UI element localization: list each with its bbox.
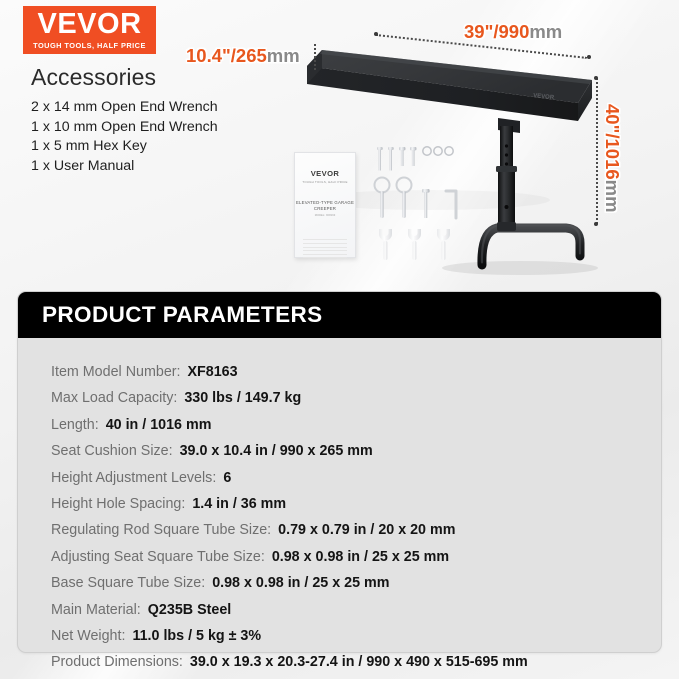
washer-icon bbox=[434, 147, 442, 155]
parameter-label: Base Square Tube Size: bbox=[51, 575, 206, 592]
parameter-value: 39.0 x 19.3 x 20.3-27.4 in / 990 x 490 x 515-695 mm bbox=[189, 654, 528, 671]
parameter-value: 11.0 lbs / 5 kg ± 3% bbox=[132, 628, 262, 645]
seat-logo: VEVOR bbox=[532, 93, 555, 102]
bolt-icon bbox=[399, 147, 405, 166]
parameter-label: Seat Cushion Size: bbox=[51, 443, 173, 460]
parameter-row bbox=[51, 649, 661, 675]
accessories-list bbox=[31, 98, 291, 176]
parameter-value: Q235B Steel bbox=[147, 601, 232, 618]
hero-section bbox=[0, 0, 679, 288]
dimension-width-value: 10.4"/265 bbox=[186, 45, 267, 66]
hardware-parts-illustration bbox=[374, 143, 474, 261]
parameter-row bbox=[51, 359, 661, 385]
accessories-block bbox=[31, 64, 291, 176]
accessory-item: 2 x 14 mm Open End Wrench bbox=[31, 99, 218, 115]
parameter-value: 0.79 x 0.79 in / 20 x 20 mm bbox=[278, 522, 456, 539]
accessory-item: 1 x 10 mm Open End Wrench bbox=[31, 118, 218, 135]
parameter-label: Length: bbox=[51, 416, 99, 433]
parameter-row bbox=[51, 465, 661, 491]
manual-title: ELEVATED-TYPE GARAGE CREEPER bbox=[295, 199, 355, 211]
parameter-value: 0.98 x 0.98 in / 25 x 25 mm bbox=[212, 575, 390, 592]
ring-pin-icon bbox=[375, 178, 390, 219]
parameter-row bbox=[51, 623, 661, 649]
dimension-tick bbox=[587, 55, 591, 59]
bolt-icon bbox=[388, 147, 394, 171]
parameter-row bbox=[51, 385, 661, 411]
accessory-item: 1 x User Manual bbox=[31, 157, 135, 174]
parameter-value: 40 in / 1016 mm bbox=[105, 416, 212, 433]
open-end-wrench-icon bbox=[437, 229, 450, 260]
parameter-value: 0.98 x 0.98 in / 25 x 25 mm bbox=[271, 548, 450, 565]
parameter-value: 1.4 in / 36 mm bbox=[192, 496, 287, 513]
parameter-value: 6 bbox=[223, 469, 232, 486]
parameter-row bbox=[51, 517, 661, 543]
parameter-value: 39.0 x 10.4 in / 990 x 265 mm bbox=[179, 443, 373, 460]
manual-tagline: TOUGH TOOLS, HALF PRICE bbox=[302, 179, 348, 184]
logo-wordmark: VEVOR bbox=[37, 8, 142, 41]
parameter-label: Item Model Number: bbox=[51, 364, 181, 380]
parameter-label: Height Adjustment Levels: bbox=[51, 469, 217, 486]
product-parameters-panel bbox=[17, 291, 662, 671]
parameter-row bbox=[51, 491, 661, 517]
bolt-icon bbox=[422, 189, 430, 218]
ring-pin-icon bbox=[397, 178, 412, 219]
dimension-height-unit: mm bbox=[602, 179, 623, 213]
dimension-label-height bbox=[601, 104, 623, 213]
parameter-row bbox=[51, 412, 661, 438]
open-end-wrench-icon bbox=[408, 229, 421, 260]
dimension-label-width bbox=[186, 45, 300, 67]
parameter-label: Height Hole Spacing: bbox=[51, 496, 186, 513]
vevor-logo bbox=[23, 6, 156, 54]
bolt-icon bbox=[377, 147, 383, 171]
parameter-value: XF8163 bbox=[187, 364, 238, 380]
dimension-tick bbox=[594, 222, 598, 226]
parameter-label: Main Material: bbox=[51, 601, 141, 618]
dimension-tick bbox=[374, 32, 378, 36]
hex-key-icon bbox=[446, 191, 456, 218]
parameter-label: Product Dimensions: bbox=[51, 654, 183, 671]
parameter-label: Max Load Capacity: bbox=[51, 390, 178, 407]
parameter-label: Adjusting Seat Square Tube Size: bbox=[51, 548, 265, 565]
parameter-value: 330 lbs / 149.7 kg bbox=[184, 390, 302, 407]
dimension-leader-height bbox=[596, 78, 598, 224]
dimension-length-value: 39"/990 bbox=[464, 21, 530, 42]
parameter-row bbox=[51, 570, 661, 596]
manual-brand: VEVOR bbox=[310, 169, 340, 178]
parameter-row bbox=[51, 544, 661, 570]
parameters-list bbox=[18, 338, 661, 676]
open-end-wrench-icon bbox=[379, 229, 392, 260]
manual-text-lines bbox=[303, 239, 347, 261]
accessories-heading: Accessories bbox=[31, 64, 157, 90]
user-manual-booklet bbox=[294, 152, 356, 258]
washer-icon bbox=[423, 147, 431, 155]
parameters-header bbox=[18, 292, 661, 338]
parameters-title: PRODUCT PARAMETERS bbox=[42, 302, 323, 327]
accessory-item: 1 x 5 mm Hex Key bbox=[31, 138, 147, 154]
dimension-label-length bbox=[464, 21, 562, 43]
parameter-row bbox=[51, 597, 661, 623]
logo-tagline: TOUGH TOOLS, HALF PRICE bbox=[33, 41, 146, 51]
parameter-label: Net Weight: bbox=[51, 628, 126, 645]
dimension-width-unit: mm bbox=[266, 45, 300, 66]
washer-icon bbox=[445, 147, 453, 155]
dimension-length-unit: mm bbox=[529, 21, 563, 42]
dimension-leader-width bbox=[314, 44, 316, 70]
manual-subtitle: MODEL: XF8163 bbox=[314, 214, 336, 218]
parameter-label: Regulating Rod Square Tube Size: bbox=[51, 522, 272, 539]
dimension-tick bbox=[594, 76, 598, 80]
parameter-row bbox=[51, 438, 661, 464]
bolt-icon bbox=[410, 147, 416, 166]
dimension-height-value: 40"/1016 bbox=[602, 104, 623, 180]
